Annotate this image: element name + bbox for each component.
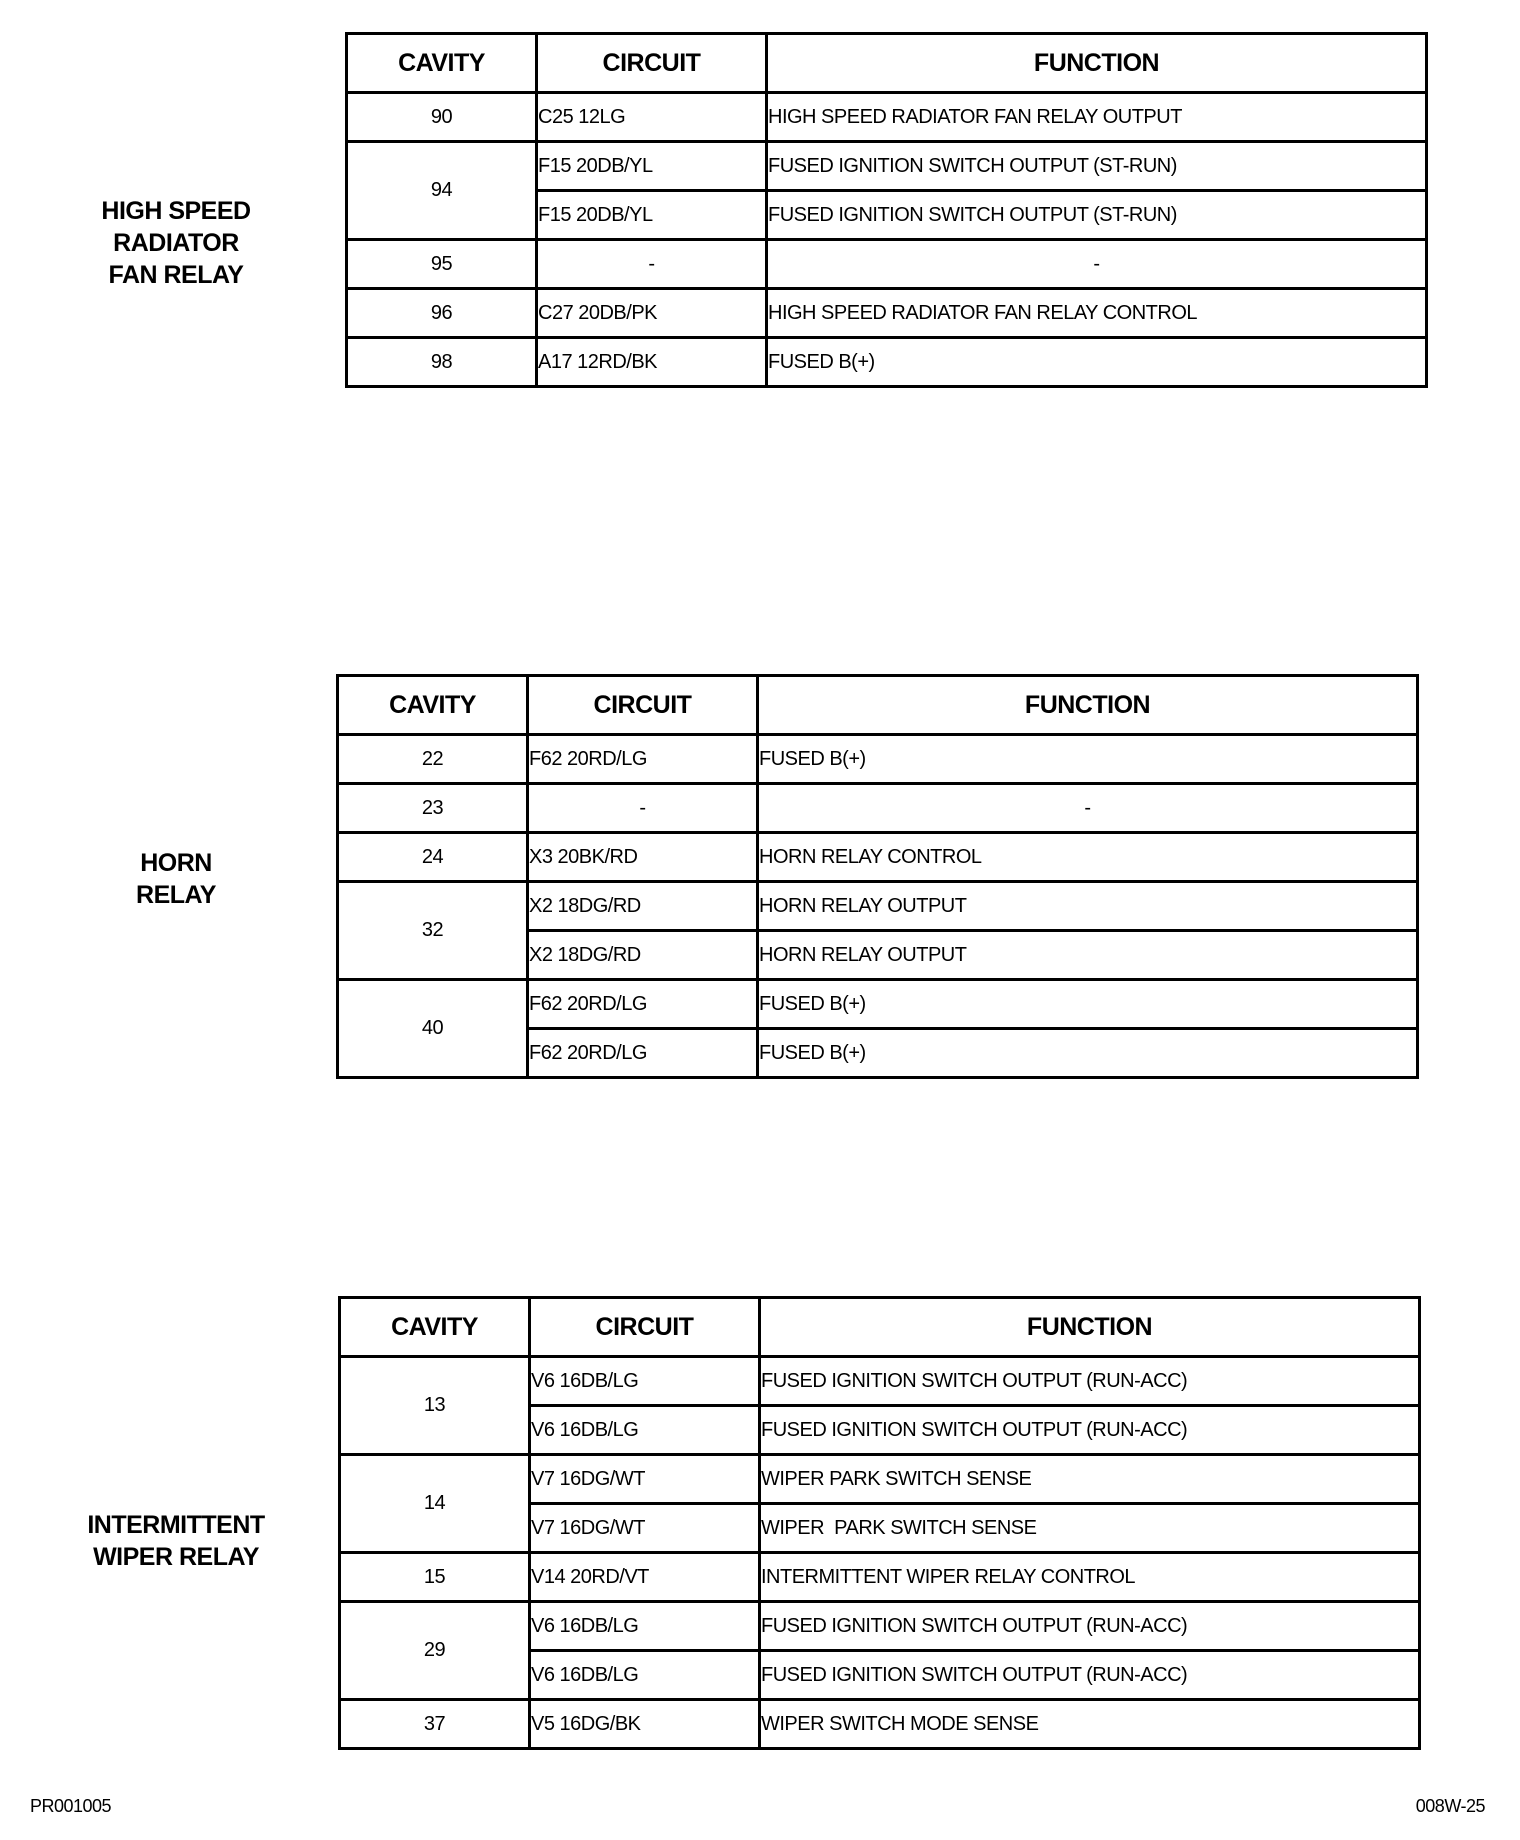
circuit-cell: F15 20DB/YL	[537, 191, 767, 240]
function-cell: FUSED IGNITION SWITCH OUTPUT (RUN-ACC)	[760, 1406, 1420, 1455]
circuit-cell: V6 16DB/LG	[530, 1602, 760, 1651]
circuit-cell: V7 16DG/WT	[530, 1455, 760, 1504]
cavity-cell: 29	[340, 1602, 530, 1700]
section-label-line: FAN RELAY	[108, 261, 244, 289]
section-label-wiper-relay	[66, 1509, 286, 1573]
cavity-cell: 90	[347, 93, 537, 142]
circuit-cell: A17 12RD/BK	[537, 338, 767, 387]
header-cavity: CAVITY	[340, 1298, 530, 1357]
function-cell: FUSED B(+)	[767, 338, 1427, 387]
cavity-cell: 37	[340, 1700, 530, 1749]
table-row	[347, 142, 1427, 191]
circuit-cell: F62 20RD/LG	[528, 1029, 758, 1078]
radiator-fan-relay-table	[345, 32, 1428, 388]
section-label-line: INTERMITTENT	[87, 1511, 265, 1539]
section-label-radiator-fan-relay	[66, 195, 286, 291]
header-circuit: CIRCUIT	[537, 34, 767, 93]
circuit-cell: F62 20RD/LG	[528, 735, 758, 784]
cavity-cell: 98	[347, 338, 537, 387]
wiper-relay-table	[338, 1296, 1421, 1750]
function-cell: WIPER PARK SWITCH SENSE	[760, 1455, 1420, 1504]
function-cell: FUSED B(+)	[758, 735, 1418, 784]
cavity-cell: 22	[338, 735, 528, 784]
function-cell: FUSED IGNITION SWITCH OUTPUT (ST-RUN)	[767, 191, 1427, 240]
function-cell: HORN RELAY CONTROL	[758, 833, 1418, 882]
section-label-line: RADIATOR	[113, 229, 239, 257]
cavity-cell: 96	[347, 289, 537, 338]
table-header-row	[340, 1298, 1420, 1357]
table-row	[338, 735, 1418, 784]
circuit-cell: F15 20DB/YL	[537, 142, 767, 191]
cavity-cell: 40	[338, 980, 528, 1078]
function-cell: FUSED B(+)	[758, 980, 1418, 1029]
table-row	[338, 833, 1418, 882]
table-header-row	[338, 676, 1418, 735]
header-cavity: CAVITY	[347, 34, 537, 93]
function-cell: FUSED IGNITION SWITCH OUTPUT (RUN-ACC)	[760, 1651, 1420, 1700]
table-row	[347, 338, 1427, 387]
circuit-cell: F62 20RD/LG	[528, 980, 758, 1029]
circuit-cell: V14 20RD/VT	[530, 1553, 760, 1602]
cavity-cell: 23	[338, 784, 528, 833]
header-cavity: CAVITY	[338, 676, 528, 735]
header-function: FUNCTION	[767, 34, 1427, 93]
table-row	[338, 784, 1418, 833]
circuit-cell: V5 16DG/BK	[530, 1700, 760, 1749]
header-circuit: CIRCUIT	[530, 1298, 760, 1357]
cavity-cell: 94	[347, 142, 537, 240]
footer-page-id: 008W-25	[1415, 1796, 1485, 1816]
footer-doc-id: PR001005	[30, 1796, 112, 1816]
section-label-horn-relay	[66, 847, 286, 911]
table-row	[340, 1602, 1420, 1651]
circuit-cell: X2 18DG/RD	[528, 931, 758, 980]
table-row	[347, 289, 1427, 338]
circuit-cell: X3 20BK/RD	[528, 833, 758, 882]
header-circuit: CIRCUIT	[528, 676, 758, 735]
horn-relay-table	[336, 674, 1419, 1079]
function-cell: HIGH SPEED RADIATOR FAN RELAY OUTPUT	[767, 93, 1427, 142]
function-cell: INTERMITTENT WIPER RELAY CONTROL	[760, 1553, 1420, 1602]
cavity-cell: 14	[340, 1455, 530, 1553]
function-cell: WIPER PARK SWITCH SENSE	[760, 1504, 1420, 1553]
cavity-cell: 32	[338, 882, 528, 980]
circuit-cell: -	[528, 784, 758, 833]
function-cell: FUSED IGNITION SWITCH OUTPUT (RUN-ACC)	[760, 1357, 1420, 1406]
table-row	[340, 1553, 1420, 1602]
section-label-line: RELAY	[136, 881, 216, 909]
function-cell: FUSED IGNITION SWITCH OUTPUT (RUN-ACC)	[760, 1602, 1420, 1651]
section-label-line: HIGH SPEED	[101, 197, 251, 225]
cavity-cell: 95	[347, 240, 537, 289]
cavity-cell: 15	[340, 1553, 530, 1602]
circuit-cell: V6 16DB/LG	[530, 1406, 760, 1455]
table-row	[347, 240, 1427, 289]
circuit-cell: V7 16DG/WT	[530, 1504, 760, 1553]
circuit-cell: -	[537, 240, 767, 289]
function-cell: -	[758, 784, 1418, 833]
circuit-cell: C27 20DB/PK	[537, 289, 767, 338]
header-function: FUNCTION	[760, 1298, 1420, 1357]
table-row	[338, 882, 1418, 931]
header-function: FUNCTION	[758, 676, 1418, 735]
function-cell: HIGH SPEED RADIATOR FAN RELAY CONTROL	[767, 289, 1427, 338]
table-row	[340, 1357, 1420, 1406]
circuit-cell: V6 16DB/LG	[530, 1357, 760, 1406]
function-cell: WIPER SWITCH MODE SENSE	[760, 1700, 1420, 1749]
cavity-cell: 24	[338, 833, 528, 882]
section-label-line: WIPER RELAY	[93, 1543, 259, 1571]
circuit-cell: C25 12LG	[537, 93, 767, 142]
table-row	[340, 1455, 1420, 1504]
table-row	[340, 1700, 1420, 1749]
function-cell: HORN RELAY OUTPUT	[758, 931, 1418, 980]
cavity-cell: 13	[340, 1357, 530, 1455]
section-label-line: HORN	[140, 849, 212, 877]
table-row	[347, 93, 1427, 142]
table-row	[338, 980, 1418, 1029]
function-cell: FUSED B(+)	[758, 1029, 1418, 1078]
table-header-row	[347, 34, 1427, 93]
circuit-cell: X2 18DG/RD	[528, 882, 758, 931]
circuit-cell: V6 16DB/LG	[530, 1651, 760, 1700]
function-cell: HORN RELAY OUTPUT	[758, 882, 1418, 931]
function-cell: -	[767, 240, 1427, 289]
function-cell: FUSED IGNITION SWITCH OUTPUT (ST-RUN)	[767, 142, 1427, 191]
